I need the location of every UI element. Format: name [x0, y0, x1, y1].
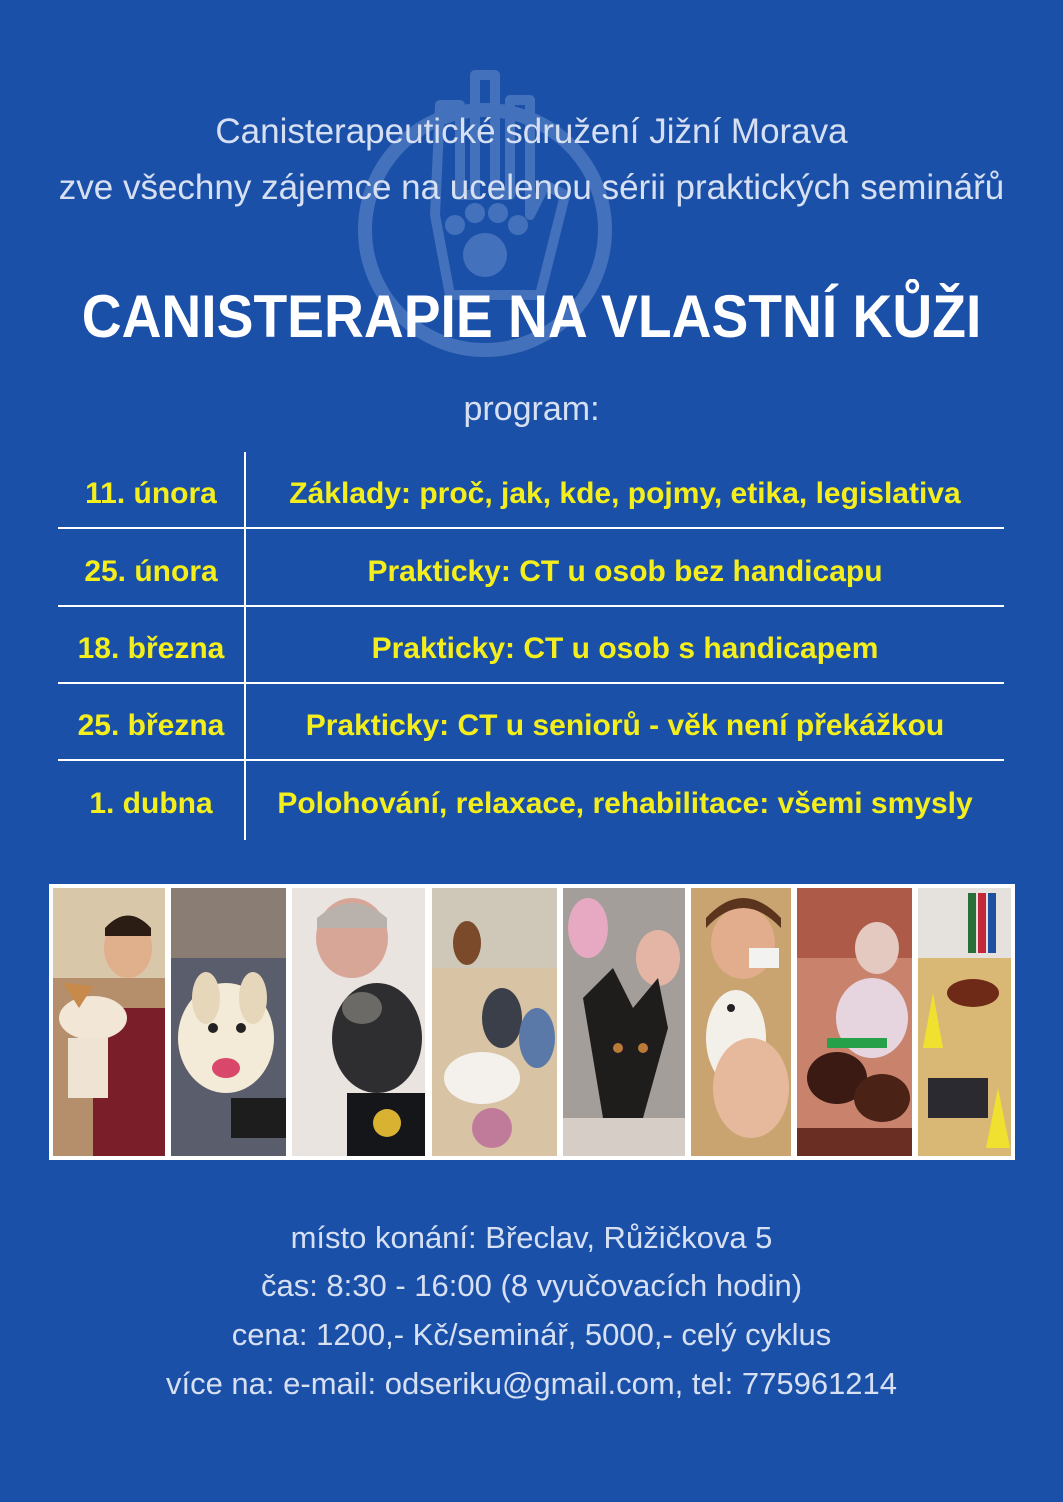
- page-title: CANISTERAPIE NA VLASTNÍ KŮŽI: [81, 283, 982, 350]
- schedule-table: [58, 452, 1004, 840]
- row-separator: [58, 527, 1004, 529]
- photo-boy-with-dog: [53, 888, 165, 1156]
- schedule-topic: Základy: proč, jak, kde, pojmy, etika, legislativa: [289, 477, 961, 510]
- photo-senior-with-dachshunds: [797, 888, 912, 1156]
- program-label: program:: [463, 390, 600, 428]
- schedule-date: 25. února: [84, 555, 218, 588]
- schedule-topic: Polohování, relaxace, rehabilitace: všemi smysly: [277, 787, 973, 820]
- schedule-row: [58, 684, 1004, 761]
- photo-senior-with-dog: [292, 888, 425, 1156]
- schedule-row: [58, 452, 1004, 529]
- time-text: čas: 8:30 - 16:00 (8 vyučovacích hodin): [260, 1268, 803, 1303]
- schedule-row: [58, 530, 1004, 607]
- intro-organization: Canisterapeutické sdružení Jižní Morava: [215, 112, 848, 151]
- schedule-date: 18. března: [77, 632, 225, 665]
- schedule-row: [58, 607, 1004, 684]
- intro-invitation: zve všechny zájemce na ucelenou sérii praktických seminářů: [58, 168, 1005, 207]
- schedule-date: 1. dubna: [89, 787, 213, 820]
- schedule-date: 25. března: [77, 709, 225, 742]
- schedule-row: [58, 762, 1004, 839]
- schedule-topic: Prakticky: CT u osob bez handicapu: [367, 555, 883, 588]
- photo-strip: [49, 884, 1015, 1160]
- venue-text: místo konání: Břeclav, Růžičkova 5: [290, 1220, 773, 1255]
- photo-black-dog: [563, 888, 685, 1156]
- row-separator: [58, 759, 1004, 761]
- photo-woman-hugging-dog: [691, 888, 791, 1156]
- hand-paw-logo-icon: [330, 45, 640, 405]
- schedule-topic: Prakticky: CT u osob s handicapem: [371, 632, 879, 665]
- photo-dog-agility: [918, 888, 1011, 1156]
- contact-text: více na: e-mail: odseriku@gmail.com, tel: 775961214: [165, 1366, 898, 1401]
- schedule-topic: Prakticky: CT u seniorů - věk není překážkou: [305, 709, 945, 742]
- price-text: cena: 1200,- Kč/seminář, 5000,- celý cyklus: [231, 1317, 832, 1352]
- schedule-date: 11. února: [85, 477, 217, 510]
- photo-golden-dog: [171, 888, 286, 1156]
- photo-children-with-dog: [432, 888, 557, 1156]
